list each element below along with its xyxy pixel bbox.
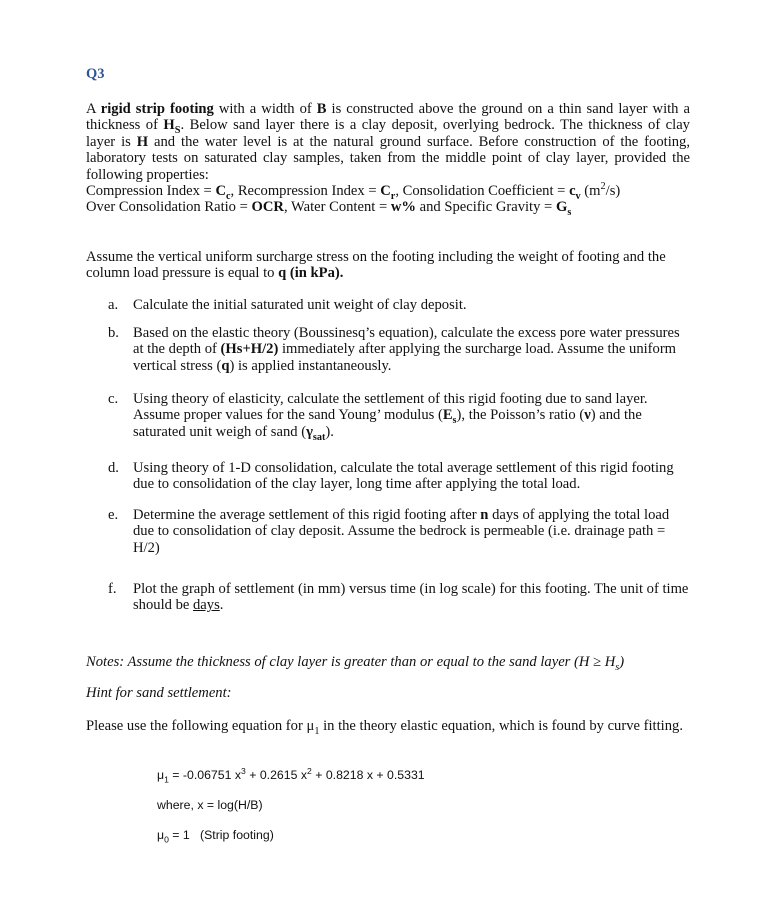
question-heading: Q3	[86, 66, 105, 82]
notes-text: Notes: Assume the thickness of clay layer is greater than or equal to the sand layer $(H \ge H_s)$	[86, 654, 625, 673]
mu1-equation: $\mu_1 = -0.06751$ $x^3 + 0.2615$ $x^2 + 0.8218$ x + 0.5331	[157, 765, 425, 785]
intro-paragraph: A rigid strip footing with a width of B is constructed above the ground on a thin sand layer with a thickness of $H_S$. Below sand layer there is a clay deposit, overlying bedrock. The thickness of clay layer is H and the water level is at the natural ground surface. Before construction of the footing, laboratory tests on saturated clay samples, taken from the middle point of clay layer, provided the following properties: Compression Index = $C_c$, Recompression Index = $C_r$, Consolidation Coefficient = $c_v$ $(m^2/s)$ Over Consolidation Ratio = OCR, Water Content = w% and Specific Gravity = $G_s$	[86, 101, 690, 219]
x-definition: where, x = log(H/B)	[157, 798, 263, 812]
equation-instruction: Please use the following equation for $\mu_1$ in the theory elastic equation, which is found by curve fitting.	[86, 718, 683, 737]
assume-paragraph: Assume the vertical uniform surcharge stress on the footing including the weight of footing and the column load pressure is equal to q (in kPa).	[86, 249, 666, 282]
mu0-equation: $\mu_0 = 1$ (Strip footing)	[157, 828, 274, 845]
hint-text: Hint for sand settlement:	[86, 685, 232, 701]
